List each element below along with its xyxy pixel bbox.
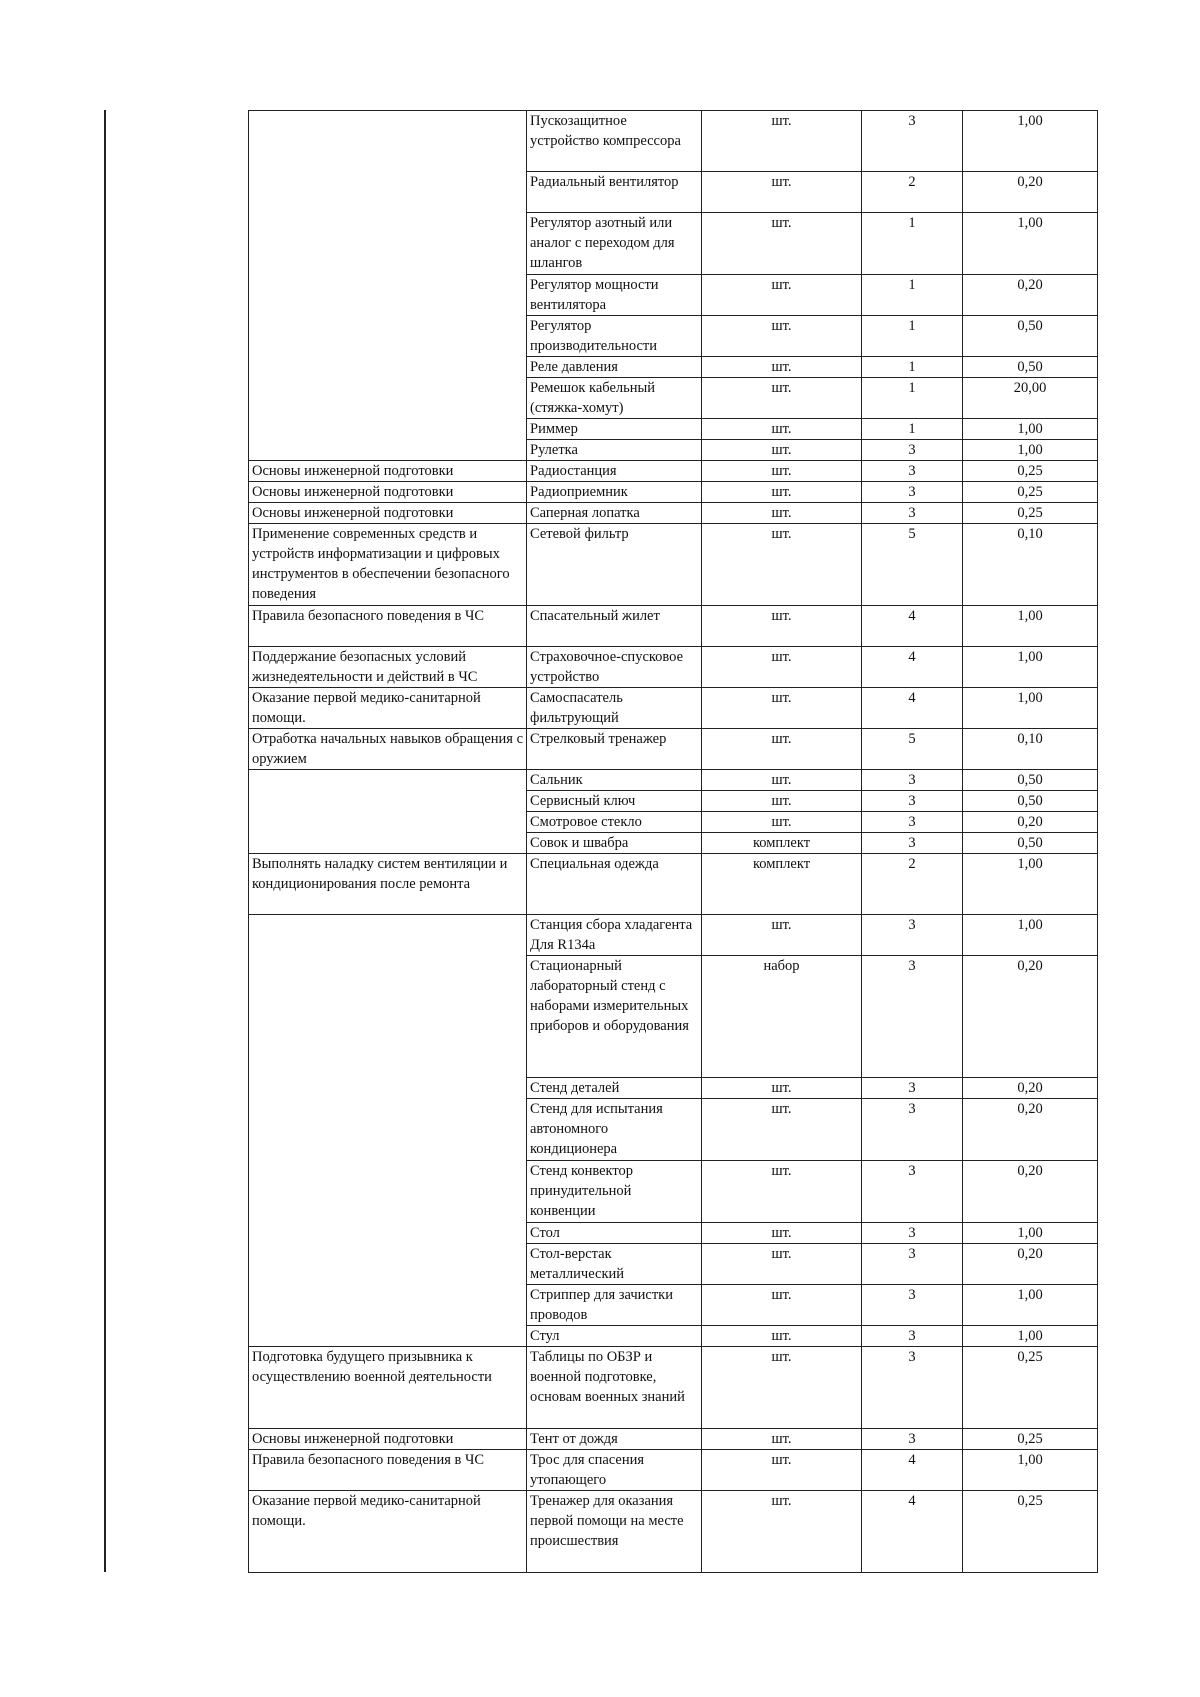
norm-cell: 0,20 <box>963 812 1098 833</box>
table-row <box>249 1347 1098 1429</box>
unit-cell: шт. <box>702 688 862 729</box>
quantity-cell: 4 <box>862 1491 963 1573</box>
quantity-cell: 3 <box>862 1429 963 1450</box>
item-name-cell: Стул <box>527 1326 702 1347</box>
unit-cell: шт. <box>702 1450 862 1491</box>
item-name-cell: Регулятор мощности вентилятора <box>527 275 702 316</box>
quantity-cell: 5 <box>862 524 963 606</box>
unit-cell: шт. <box>702 316 862 357</box>
norm-cell: 0,50 <box>963 770 1098 791</box>
item-name-cell: Специальная одежда <box>527 854 702 915</box>
item-name-cell: Тент от дождя <box>527 1429 702 1450</box>
norm-cell: 0,10 <box>963 524 1098 606</box>
quantity-cell: 3 <box>862 1161 963 1223</box>
table-row <box>249 915 1098 956</box>
norm-cell: 1,00 <box>963 854 1098 915</box>
item-name-cell: Таблицы по ОБЗР и военной подготовке, основам военных знаний <box>527 1347 702 1429</box>
item-name-cell: Сервисный ключ <box>527 791 702 812</box>
unit-cell: шт. <box>702 1285 862 1326</box>
section-cell: Отработка начальных навыков обращения с оружием <box>249 729 527 770</box>
item-name-cell: Смотровое стекло <box>527 812 702 833</box>
quantity-cell: 2 <box>862 172 963 213</box>
item-name-cell: Ремешок кабельный (стяжка-хомут) <box>527 378 702 419</box>
table-row <box>249 854 1098 915</box>
quantity-cell: 3 <box>862 812 963 833</box>
item-name-cell: Сальник <box>527 770 702 791</box>
norm-cell: 0,25 <box>963 482 1098 503</box>
unit-cell: шт. <box>702 172 862 213</box>
quantity-cell: 1 <box>862 357 963 378</box>
unit-cell: шт. <box>702 1491 862 1573</box>
unit-cell: шт. <box>702 1099 862 1161</box>
item-name-cell: Трос для спасения утопающего <box>527 1450 702 1491</box>
section-cell: Оказание первой медико-санитарной помощи. <box>249 1491 527 1573</box>
quantity-cell: 3 <box>862 1223 963 1244</box>
norm-cell: 1,00 <box>963 915 1098 956</box>
quantity-cell: 4 <box>862 606 963 647</box>
norm-cell: 0,25 <box>963 1491 1098 1573</box>
item-name-cell: Совок и швабра <box>527 833 702 854</box>
norm-cell: 0,20 <box>963 1099 1098 1161</box>
item-name-cell: Стрелковый тренажер <box>527 729 702 770</box>
norm-cell: 1,00 <box>963 1326 1098 1347</box>
norm-cell: 1,00 <box>963 213 1098 275</box>
norm-cell: 1,00 <box>963 1285 1098 1326</box>
quantity-cell: 1 <box>862 419 963 440</box>
item-name-cell: Стенд для испытания автономного кондиционера <box>527 1099 702 1161</box>
item-name-cell: Страховочное-спусковое устройство <box>527 647 702 688</box>
norm-cell: 0,20 <box>963 275 1098 316</box>
section-cell <box>249 770 527 854</box>
item-name-cell: Радиальный вентилятор <box>527 172 702 213</box>
quantity-cell: 3 <box>862 1244 963 1285</box>
unit-cell: шт. <box>702 1223 862 1244</box>
norm-cell: 0,25 <box>963 1347 1098 1429</box>
unit-cell: шт. <box>702 440 862 461</box>
unit-cell: шт. <box>702 812 862 833</box>
item-name-cell: Саперная лопатка <box>527 503 702 524</box>
quantity-cell: 3 <box>862 1326 963 1347</box>
section-cell: Основы инженерной подготовки <box>249 461 527 482</box>
norm-cell: 0,10 <box>963 729 1098 770</box>
table-row <box>249 524 1098 606</box>
norm-cell: 0,20 <box>963 1161 1098 1223</box>
section-cell: Правила безопасного поведения в ЧС <box>249 1450 527 1491</box>
quantity-cell: 3 <box>862 440 963 461</box>
unit-cell: шт. <box>702 606 862 647</box>
unit-cell: комплект <box>702 833 862 854</box>
norm-cell: 1,00 <box>963 111 1098 172</box>
unit-cell: шт. <box>702 461 862 482</box>
item-name-cell: Спасательный жилет <box>527 606 702 647</box>
section-cell: Оказание первой медико-санитарной помощи. <box>249 688 527 729</box>
item-name-cell: Риммер <box>527 419 702 440</box>
table-row <box>249 503 1098 524</box>
equipment-table <box>248 110 1098 1573</box>
quantity-cell: 3 <box>862 915 963 956</box>
unit-cell: набор <box>702 956 862 1078</box>
quantity-cell: 1 <box>862 316 963 357</box>
norm-cell: 1,00 <box>963 606 1098 647</box>
table-row <box>249 1450 1098 1491</box>
table-row <box>249 461 1098 482</box>
unit-cell: шт. <box>702 1161 862 1223</box>
unit-cell: шт. <box>702 791 862 812</box>
unit-cell: шт. <box>702 1429 862 1450</box>
unit-cell: шт. <box>702 111 862 172</box>
section-cell: Основы инженерной подготовки <box>249 1429 527 1450</box>
norm-cell: 0,25 <box>963 461 1098 482</box>
item-name-cell: Стол <box>527 1223 702 1244</box>
item-name-cell: Стол-верстак металлический <box>527 1244 702 1285</box>
item-name-cell: Стационарный лабораторный стенд с наборами измерительных приборов и оборудования <box>527 956 702 1078</box>
table-row <box>249 688 1098 729</box>
section-cell: Применение современных средств и устройств информатизации и цифровых инструментов в обеспечении безопасного поведения <box>249 524 527 606</box>
item-name-cell: Регулятор азотный или аналог с переходом для шлангов <box>527 213 702 275</box>
page-margin-rule <box>104 110 106 1572</box>
quantity-cell: 3 <box>862 111 963 172</box>
norm-cell: 1,00 <box>963 688 1098 729</box>
unit-cell: шт. <box>702 419 862 440</box>
section-cell: Поддержание безопасных условий жизнедеятельности и действий в ЧС <box>249 647 527 688</box>
norm-cell: 1,00 <box>963 1450 1098 1491</box>
unit-cell: шт. <box>702 1326 862 1347</box>
norm-cell: 0,50 <box>963 357 1098 378</box>
norm-cell: 0,20 <box>963 956 1098 1078</box>
section-cell: Подготовка будущего призывника к осуществлению военной деятельности <box>249 1347 527 1429</box>
item-name-cell: Рулетка <box>527 440 702 461</box>
norm-cell: 0,50 <box>963 316 1098 357</box>
norm-cell: 0,25 <box>963 503 1098 524</box>
quantity-cell: 3 <box>862 770 963 791</box>
unit-cell: шт. <box>702 729 862 770</box>
item-name-cell: Самоспасатель фильтрующий <box>527 688 702 729</box>
unit-cell: шт. <box>702 1347 862 1429</box>
unit-cell: шт. <box>702 524 862 606</box>
unit-cell: шт. <box>702 357 862 378</box>
table-row <box>249 1429 1098 1450</box>
unit-cell: комплект <box>702 854 862 915</box>
item-name-cell: Пускозащитное устройство компрессора <box>527 111 702 172</box>
unit-cell: шт. <box>702 647 862 688</box>
item-name-cell: Регулятор производительности <box>527 316 702 357</box>
norm-cell: 0,20 <box>963 1244 1098 1285</box>
section-cell: Основы инженерной подготовки <box>249 503 527 524</box>
item-name-cell: Стриппер для зачистки проводов <box>527 1285 702 1326</box>
table-row <box>249 482 1098 503</box>
quantity-cell: 3 <box>862 833 963 854</box>
table-row <box>249 770 1098 791</box>
quantity-cell: 1 <box>862 275 963 316</box>
item-name-cell: Реле давления <box>527 357 702 378</box>
table-row <box>249 606 1098 647</box>
norm-cell: 0,20 <box>963 1078 1098 1099</box>
norm-cell: 0,50 <box>963 833 1098 854</box>
quantity-cell: 3 <box>862 1347 963 1429</box>
norm-cell: 0,20 <box>963 172 1098 213</box>
quantity-cell: 4 <box>862 1450 963 1491</box>
quantity-cell: 5 <box>862 729 963 770</box>
norm-cell: 1,00 <box>963 440 1098 461</box>
item-name-cell: Тренажер для оказания первой помощи на месте происшествия <box>527 1491 702 1573</box>
norm-cell: 0,50 <box>963 791 1098 812</box>
section-cell: Правила безопасного поведения в ЧС <box>249 606 527 647</box>
table-row <box>249 1491 1098 1573</box>
quantity-cell: 3 <box>862 503 963 524</box>
norm-cell: 0,25 <box>963 1429 1098 1450</box>
unit-cell: шт. <box>702 915 862 956</box>
table-row <box>249 729 1098 770</box>
quantity-cell: 3 <box>862 1078 963 1099</box>
quantity-cell: 3 <box>862 1099 963 1161</box>
quantity-cell: 3 <box>862 956 963 1078</box>
item-name-cell: Радиоприемник <box>527 482 702 503</box>
item-name-cell: Стенд деталей <box>527 1078 702 1099</box>
section-cell: Основы инженерной подготовки <box>249 482 527 503</box>
unit-cell: шт. <box>702 275 862 316</box>
quantity-cell: 4 <box>862 647 963 688</box>
unit-cell: шт. <box>702 378 862 419</box>
unit-cell: шт. <box>702 482 862 503</box>
section-cell: Выполнять наладку систем вентиляции и кондиционирования после ремонта <box>249 854 527 915</box>
section-cell <box>249 111 527 461</box>
quantity-cell: 3 <box>862 482 963 503</box>
norm-cell: 1,00 <box>963 419 1098 440</box>
unit-cell: шт. <box>702 503 862 524</box>
table-row <box>249 647 1098 688</box>
quantity-cell: 2 <box>862 854 963 915</box>
unit-cell: шт. <box>702 1244 862 1285</box>
norm-cell: 1,00 <box>963 647 1098 688</box>
unit-cell: шт. <box>702 770 862 791</box>
item-name-cell: Радиостанция <box>527 461 702 482</box>
norm-cell: 1,00 <box>963 1223 1098 1244</box>
table-row <box>249 111 1098 172</box>
unit-cell: шт. <box>702 213 862 275</box>
quantity-cell: 3 <box>862 791 963 812</box>
quantity-cell: 1 <box>862 378 963 419</box>
quantity-cell: 4 <box>862 688 963 729</box>
quantity-cell: 3 <box>862 461 963 482</box>
quantity-cell: 1 <box>862 213 963 275</box>
unit-cell: шт. <box>702 1078 862 1099</box>
item-name-cell: Стенд конвектор принудительной конвенции <box>527 1161 702 1223</box>
norm-cell: 20,00 <box>963 378 1098 419</box>
item-name-cell: Сетевой фильтр <box>527 524 702 606</box>
quantity-cell: 3 <box>862 1285 963 1326</box>
item-name-cell: Станция сбора хладагента Для R134a <box>527 915 702 956</box>
section-cell <box>249 915 527 1347</box>
